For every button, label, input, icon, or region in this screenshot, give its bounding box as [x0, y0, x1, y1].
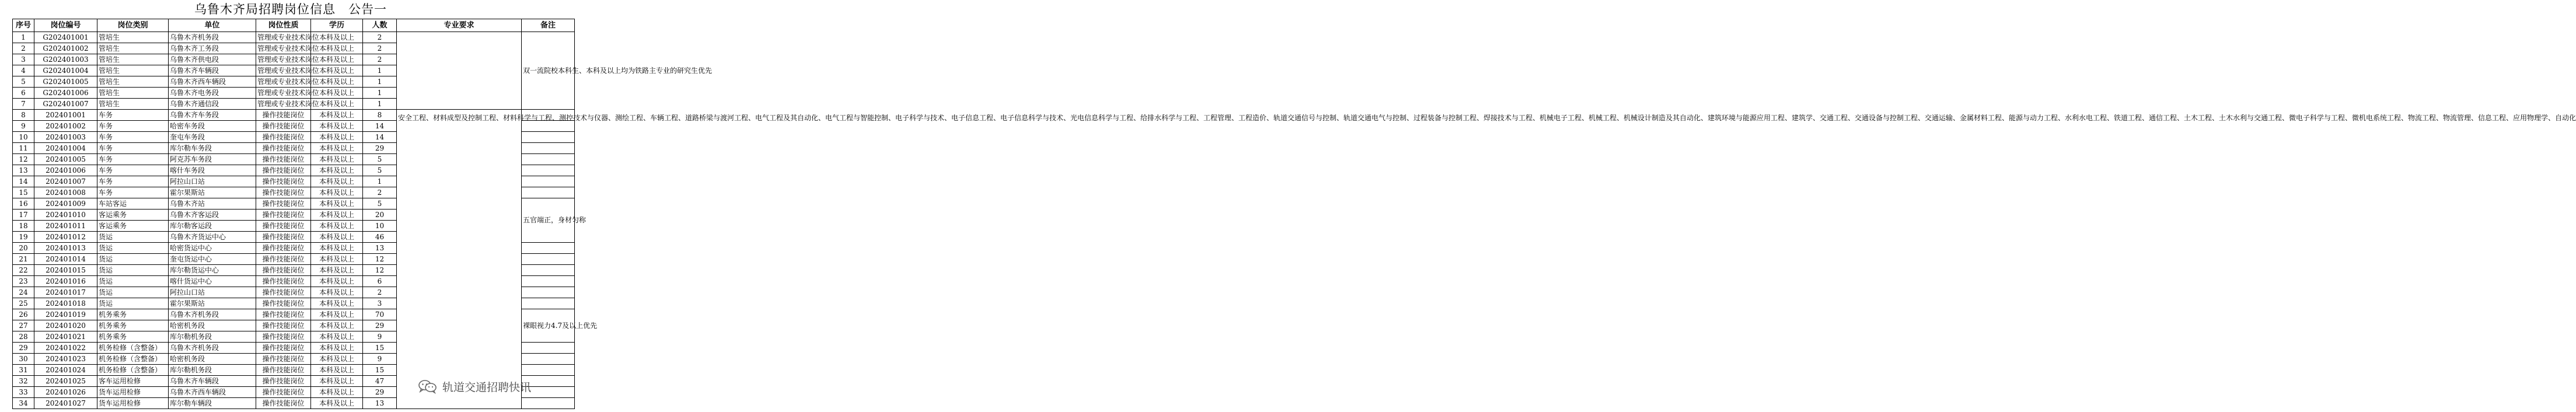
cell-education: 本科及以上 — [311, 276, 363, 287]
cell-post-category: 管培生 — [97, 32, 169, 43]
cell-index: 34 — [13, 398, 34, 409]
cell-headcount: 13 — [363, 243, 397, 254]
cell-post-code: 202401002 — [34, 121, 97, 132]
cell-index: 24 — [13, 287, 34, 298]
cell-post-category: 货运 — [97, 254, 169, 265]
cell-remark-empty — [522, 354, 575, 365]
cell-index: 3 — [13, 54, 34, 65]
cell-unit: 霍尔果斯站 — [169, 187, 256, 198]
cell-remark-empty — [522, 154, 575, 165]
cell-unit: 乌鲁木齐西车辆段 — [169, 76, 256, 88]
cell-post-category: 机务乘务 — [97, 309, 169, 320]
cell-education: 本科及以上 — [311, 76, 363, 88]
cell-post-code: 202401014 — [34, 254, 97, 265]
header-row — [13, 19, 575, 32]
cell-education: 本科及以上 — [311, 154, 363, 165]
cell-headcount: 9 — [363, 331, 397, 343]
cell-post-code: 202401009 — [34, 198, 97, 210]
cell-headcount: 14 — [363, 132, 397, 143]
cell-unit: 哈密车务段 — [169, 121, 256, 132]
cell-post-code: 202401008 — [34, 187, 97, 198]
table-row — [13, 110, 575, 121]
cell-post-code: 202401017 — [34, 287, 97, 298]
cell-post-code: 202401013 — [34, 243, 97, 254]
cell-post-nature: 操作技能岗位 — [256, 210, 311, 221]
cell-unit: 乌鲁木齐机务段 — [169, 309, 256, 320]
header-education: 学历 — [311, 19, 363, 32]
cell-post-category: 货车运用检修 — [97, 387, 169, 398]
cell-post-code: 202401018 — [34, 298, 97, 309]
cell-remark: 双一流院校本科生、本科及以上均为铁路主专业的研究生优先 — [522, 32, 575, 110]
cell-headcount: 46 — [363, 232, 397, 243]
cell-post-code: 202401021 — [34, 331, 97, 343]
cell-post-nature: 操作技能岗位 — [256, 243, 311, 254]
cell-headcount: 12 — [363, 265, 397, 276]
cell-post-category: 车务 — [97, 165, 169, 176]
cell-post-category: 货运 — [97, 298, 169, 309]
cell-unit: 库尔勒货运中心 — [169, 265, 256, 276]
header-post-nature: 岗位性质 — [256, 19, 311, 32]
cell-post-nature: 操作技能岗位 — [256, 132, 311, 143]
cell-post-nature: 管理或专业技术岗位 — [256, 43, 311, 54]
cell-unit: 阿克苏车务段 — [169, 154, 256, 165]
cell-post-code: G202401005 — [34, 76, 97, 88]
cell-education: 本科及以上 — [311, 176, 363, 187]
cell-headcount: 29 — [363, 387, 397, 398]
page-title: 乌鲁木齐局招聘岗位信息 公告一 — [194, 2, 387, 16]
cell-post-code: 202401026 — [34, 387, 97, 398]
cell-post-nature: 操作技能岗位 — [256, 354, 311, 365]
cell-post-category: 机务检修（含整备） — [97, 354, 169, 365]
cell-remark-empty — [522, 165, 575, 176]
cell-headcount: 1 — [363, 176, 397, 187]
cell-headcount: 5 — [363, 198, 397, 210]
cell-headcount: 2 — [363, 32, 397, 43]
header-remarks: 备注 — [522, 19, 575, 32]
header-index: 序号 — [13, 19, 34, 32]
cell-remark-empty — [522, 143, 575, 154]
cell-post-category: 货车运用检修 — [97, 398, 169, 409]
cell-index: 19 — [13, 232, 34, 243]
cell-post-code: G202401003 — [34, 54, 97, 65]
cell-education: 本科及以上 — [311, 165, 363, 176]
cell-education: 本科及以上 — [311, 54, 363, 65]
cell-headcount: 20 — [363, 210, 397, 221]
cell-post-category: 机务检修（含整备） — [97, 365, 169, 376]
cell-headcount: 47 — [363, 376, 397, 387]
cell-unit: 乌鲁木齐机务段 — [169, 32, 256, 43]
cell-headcount: 9 — [363, 354, 397, 365]
cell-unit: 乌鲁木齐车务段 — [169, 110, 256, 121]
cell-headcount: 8 — [363, 110, 397, 121]
cell-index: 8 — [13, 110, 34, 121]
cell-headcount: 5 — [363, 165, 397, 176]
cell-post-code: G202401006 — [34, 88, 97, 99]
cell-post-category: 机务乘务 — [97, 320, 169, 331]
cell-post-category: 车站客运 — [97, 198, 169, 210]
cell-post-category: 车务 — [97, 121, 169, 132]
cell-post-nature: 管理或专业技术岗位 — [256, 54, 311, 65]
cell-post-nature: 管理或专业技术岗位 — [256, 88, 311, 99]
cell-index: 5 — [13, 76, 34, 88]
cell-remark-empty — [522, 265, 575, 276]
cell-post-code: 202401004 — [34, 143, 97, 154]
cell-index: 31 — [13, 365, 34, 376]
cell-unit: 乌鲁木齐西车辆段 — [169, 387, 256, 398]
cell-unit: 乌鲁木齐通信段 — [169, 99, 256, 110]
cell-post-category: 货运 — [97, 287, 169, 298]
cell-post-code: 202401003 — [34, 132, 97, 143]
cell-post-category: 客运乘务 — [97, 221, 169, 232]
cell-post-nature: 操作技能岗位 — [256, 254, 311, 265]
cell-post-category: 车务 — [97, 187, 169, 198]
cell-headcount: 3 — [363, 298, 397, 309]
cell-post-category: 机务检修（含整备） — [97, 343, 169, 354]
cell-post-nature: 操作技能岗位 — [256, 121, 311, 132]
cell-education: 本科及以上 — [311, 99, 363, 110]
cell-post-nature: 操作技能岗位 — [256, 110, 311, 121]
cell-unit: 乌鲁木齐客运段 — [169, 210, 256, 221]
cell-index: 33 — [13, 387, 34, 398]
cell-headcount: 1 — [363, 65, 397, 76]
cell-unit: 乌鲁木齐站 — [169, 198, 256, 210]
cell-remark-empty — [522, 298, 575, 309]
cell-unit: 乌鲁木齐机务段 — [169, 343, 256, 354]
cell-education: 本科及以上 — [311, 232, 363, 243]
cell-unit: 乌鲁木齐供电段 — [169, 54, 256, 65]
cell-index: 1 — [13, 32, 34, 43]
cell-post-nature: 操作技能岗位 — [256, 232, 311, 243]
cell-headcount: 29 — [363, 143, 397, 154]
cell-post-code: 202401027 — [34, 398, 97, 409]
table-row — [13, 32, 575, 43]
header-post-category: 岗位类别 — [97, 19, 169, 32]
cell-post-nature: 操作技能岗位 — [256, 165, 311, 176]
cell-headcount: 2 — [363, 54, 397, 65]
cell-remark-empty — [522, 187, 575, 198]
cell-post-code: G202401002 — [34, 43, 97, 54]
cell-remark-empty — [522, 176, 575, 187]
cell-education: 本科及以上 — [311, 65, 363, 76]
cell-unit: 库尔勒客运段 — [169, 221, 256, 232]
cell-unit: 乌鲁木齐工务段 — [169, 43, 256, 54]
wechat-icon — [418, 379, 438, 393]
watermark — [418, 379, 531, 393]
cell-index: 22 — [13, 265, 34, 276]
cell-unit: 库尔勒车务段 — [169, 143, 256, 154]
cell-education: 本科及以上 — [311, 331, 363, 343]
cell-post-category: 管培生 — [97, 54, 169, 65]
cell-education: 本科及以上 — [311, 43, 363, 54]
cell-index: 23 — [13, 276, 34, 287]
cell-index: 27 — [13, 320, 34, 331]
cell-index: 29 — [13, 343, 34, 354]
cell-education: 本科及以上 — [311, 243, 363, 254]
cell-unit: 阿拉山口站 — [169, 176, 256, 187]
cell-unit: 乌鲁木齐货运中心 — [169, 232, 256, 243]
cell-remark-empty — [522, 276, 575, 287]
cell-post-nature: 操作技能岗位 — [256, 143, 311, 154]
cell-education: 本科及以上 — [311, 132, 363, 143]
cell-post-nature: 操作技能岗位 — [256, 298, 311, 309]
cell-index: 9 — [13, 121, 34, 132]
cell-unit: 哈密机务段 — [169, 320, 256, 331]
cell-headcount: 6 — [363, 276, 397, 287]
cell-post-category: 货运 — [97, 232, 169, 243]
cell-index: 15 — [13, 187, 34, 198]
watermark-text: 轨道交通招聘快讯 — [442, 380, 532, 394]
cell-headcount: 15 — [363, 343, 397, 354]
cell-headcount: 2 — [363, 187, 397, 198]
cell-education: 本科及以上 — [311, 32, 363, 43]
cell-post-code: 202401015 — [34, 265, 97, 276]
cell-remark-empty — [522, 243, 575, 254]
cell-index: 16 — [13, 198, 34, 210]
cell-post-nature: 操作技能岗位 — [256, 343, 311, 354]
cell-post-code: 202401019 — [34, 309, 97, 320]
cell-post-nature: 操作技能岗位 — [256, 309, 311, 320]
cell-remark: 裸眼视力4.7及以上优先 — [522, 309, 575, 343]
cell-education: 本科及以上 — [311, 387, 363, 398]
cell-remark-empty — [522, 365, 575, 376]
cell-post-category: 车务 — [97, 132, 169, 143]
cell-headcount: 1 — [363, 88, 397, 99]
recruitment-table — [12, 19, 2576, 409]
cell-unit: 乌鲁木齐车辆段 — [169, 376, 256, 387]
cell-headcount: 15 — [363, 365, 397, 376]
cell-post-category: 管培生 — [97, 76, 169, 88]
cell-headcount: 1 — [363, 76, 397, 88]
cell-post-code: G202401007 — [34, 99, 97, 110]
header-post-code: 岗位编号 — [34, 19, 97, 32]
cell-education: 本科及以上 — [311, 376, 363, 387]
cell-post-nature: 管理或专业技术岗位 — [256, 76, 311, 88]
cell-remark-empty — [522, 287, 575, 298]
cell-post-code: 202401025 — [34, 376, 97, 387]
cell-headcount: 5 — [363, 154, 397, 165]
cell-post-code: 202401007 — [34, 176, 97, 187]
cell-post-code: 202401016 — [34, 276, 97, 287]
cell-index: 32 — [13, 376, 34, 387]
cell-unit: 乌鲁木齐电务段 — [169, 88, 256, 99]
cell-unit: 库尔勒车辆段 — [169, 398, 256, 409]
cell-post-category: 车务 — [97, 110, 169, 121]
cell-post-nature: 操作技能岗位 — [256, 331, 311, 343]
cell-post-code: 202401011 — [34, 221, 97, 232]
cell-unit: 哈密机务段 — [169, 354, 256, 365]
cell-headcount: 13 — [363, 398, 397, 409]
cell-post-code: 202401024 — [34, 365, 97, 376]
cell-post-code: 202401006 — [34, 165, 97, 176]
cell-post-code: 202401012 — [34, 232, 97, 243]
cell-unit: 奎屯货运中心 — [169, 254, 256, 265]
cell-post-nature: 管理或专业技术岗位 — [256, 99, 311, 110]
cell-unit: 奎屯车务段 — [169, 132, 256, 143]
cell-post-category: 管培生 — [97, 88, 169, 99]
cell-post-nature: 操作技能岗位 — [256, 221, 311, 232]
cell-remark: 五官端正，身材匀称 — [522, 198, 575, 243]
cell-post-nature: 管理或专业技术岗位 — [256, 32, 311, 43]
cell-unit: 乌鲁木齐车辆段 — [169, 65, 256, 76]
cell-education: 本科及以上 — [311, 110, 363, 121]
cell-education: 本科及以上 — [311, 88, 363, 99]
cell-education: 本科及以上 — [311, 210, 363, 221]
cell-unit: 库尔勒机务段 — [169, 331, 256, 343]
cell-headcount: 2 — [363, 287, 397, 298]
cell-remark-empty — [522, 132, 575, 143]
cell-post-code: 202401022 — [34, 343, 97, 354]
cell-index: 4 — [13, 65, 34, 76]
cell-education: 本科及以上 — [311, 287, 363, 298]
cell-index: 25 — [13, 298, 34, 309]
cell-headcount: 70 — [363, 309, 397, 320]
cell-headcount: 2 — [363, 43, 397, 54]
cell-education: 本科及以上 — [311, 121, 363, 132]
cell-index: 30 — [13, 354, 34, 365]
cell-index: 6 — [13, 88, 34, 99]
header-unit: 单位 — [169, 19, 256, 32]
cell-post-category: 车务 — [97, 176, 169, 187]
cell-headcount: 1 — [363, 99, 397, 110]
cell-post-code: G202401004 — [34, 65, 97, 76]
cell-post-nature: 操作技能岗位 — [256, 187, 311, 198]
cell-index: 10 — [13, 132, 34, 143]
cell-education: 本科及以上 — [311, 221, 363, 232]
cell-index: 20 — [13, 243, 34, 254]
cell-post-category: 客车运用检修 — [97, 376, 169, 387]
cell-education: 本科及以上 — [311, 187, 363, 198]
cell-post-nature: 操作技能岗位 — [256, 154, 311, 165]
cell-major-requirement: 安全工程、材料成型及控制工程、材料科学与工程、测控技术与仪器、测绘工程、车辆工程、道路桥梁与渡河工程、电气工程及其自动化、电气工程与智能控制、电子科学与技术、电子信息工程、电子信息科学与技术、光电信息科学与工程、给排水科学与工程、工程管理、工程造价、轨道交通信号与控制、轨道交通电气与控制、过程装备与控制工程、焊接技术与工程、机械电子工程、机械工程、机械设计制造及其自动化、建筑环境与能源应用工程、建筑学、交通工程、交通设备与控制工程、交通运输、金属材料工程、能源与动力工程、水利水电工程、铁道工程、通信工程、土木工程、土木水利与交通工程、微电子科学与工程、微机电系统工程、物流工程、物流管理、信息工程、应用物理学、自动化 — [397, 110, 522, 409]
cell-remark-empty — [522, 121, 575, 132]
cell-education: 本科及以上 — [311, 298, 363, 309]
header-major-requirement: 专业要求 — [397, 19, 522, 32]
cell-post-nature: 操作技能岗位 — [256, 365, 311, 376]
cell-post-code: 202401010 — [34, 210, 97, 221]
cell-post-nature: 管理或专业技术岗位 — [256, 65, 311, 76]
cell-index: 12 — [13, 154, 34, 165]
cell-remark-empty — [522, 343, 575, 354]
cell-post-nature: 操作技能岗位 — [256, 376, 311, 387]
cell-post-category: 管培生 — [97, 43, 169, 54]
cell-post-category: 管培生 — [97, 99, 169, 110]
cell-education: 本科及以上 — [311, 309, 363, 320]
cell-post-code: 202401005 — [34, 154, 97, 165]
cell-headcount: 29 — [363, 320, 397, 331]
cell-post-category: 管培生 — [97, 65, 169, 76]
cell-index: 17 — [13, 210, 34, 221]
cell-headcount: 14 — [363, 121, 397, 132]
cell-index: 18 — [13, 221, 34, 232]
cell-education: 本科及以上 — [311, 343, 363, 354]
cell-education: 本科及以上 — [311, 143, 363, 154]
cell-post-nature: 操作技能岗位 — [256, 320, 311, 331]
cell-major-empty — [397, 32, 522, 110]
cell-headcount: 12 — [363, 254, 397, 265]
cell-post-category: 客运乘务 — [97, 210, 169, 221]
cell-post-nature: 操作技能岗位 — [256, 398, 311, 409]
cell-index: 28 — [13, 331, 34, 343]
cell-post-category: 车务 — [97, 154, 169, 165]
cell-unit: 喀什货运中心 — [169, 276, 256, 287]
cell-index: 21 — [13, 254, 34, 265]
cell-post-category: 货运 — [97, 243, 169, 254]
cell-remark-empty — [522, 398, 575, 409]
cell-unit: 喀什车务段 — [169, 165, 256, 176]
cell-education: 本科及以上 — [311, 398, 363, 409]
cell-remark-empty — [522, 254, 575, 265]
cell-index: 26 — [13, 309, 34, 320]
cell-post-nature: 操作技能岗位 — [256, 287, 311, 298]
cell-post-code: 202401020 — [34, 320, 97, 331]
cell-education: 本科及以上 — [311, 198, 363, 210]
cell-index: 14 — [13, 176, 34, 187]
cell-headcount: 10 — [363, 221, 397, 232]
cell-post-code: 202401023 — [34, 354, 97, 365]
cell-post-nature: 操作技能岗位 — [256, 276, 311, 287]
cell-post-nature: 操作技能岗位 — [256, 265, 311, 276]
cell-index: 13 — [13, 165, 34, 176]
cell-unit: 霍尔果斯站 — [169, 298, 256, 309]
cell-post-code: 202401001 — [34, 110, 97, 121]
header-headcount: 人数 — [363, 19, 397, 32]
cell-post-nature: 操作技能岗位 — [256, 176, 311, 187]
cell-post-nature: 操作技能岗位 — [256, 387, 311, 398]
cell-post-category: 车务 — [97, 143, 169, 154]
cell-unit: 哈密货运中心 — [169, 243, 256, 254]
cell-index: 11 — [13, 143, 34, 154]
cell-post-category: 货运 — [97, 276, 169, 287]
cell-education: 本科及以上 — [311, 365, 363, 376]
cell-unit: 阿拉山口站 — [169, 287, 256, 298]
cell-index: 2 — [13, 43, 34, 54]
cell-index: 7 — [13, 99, 34, 110]
cell-unit: 库尔勒机务段 — [169, 365, 256, 376]
cell-education: 本科及以上 — [311, 254, 363, 265]
cell-post-category: 货运 — [97, 265, 169, 276]
cell-education: 本科及以上 — [311, 320, 363, 331]
cell-education: 本科及以上 — [311, 265, 363, 276]
cell-post-nature: 操作技能岗位 — [256, 198, 311, 210]
table-body — [13, 32, 2576, 409]
cell-education: 本科及以上 — [311, 354, 363, 365]
cell-post-code: G202401001 — [34, 32, 97, 43]
cell-post-category: 机务乘务 — [97, 331, 169, 343]
